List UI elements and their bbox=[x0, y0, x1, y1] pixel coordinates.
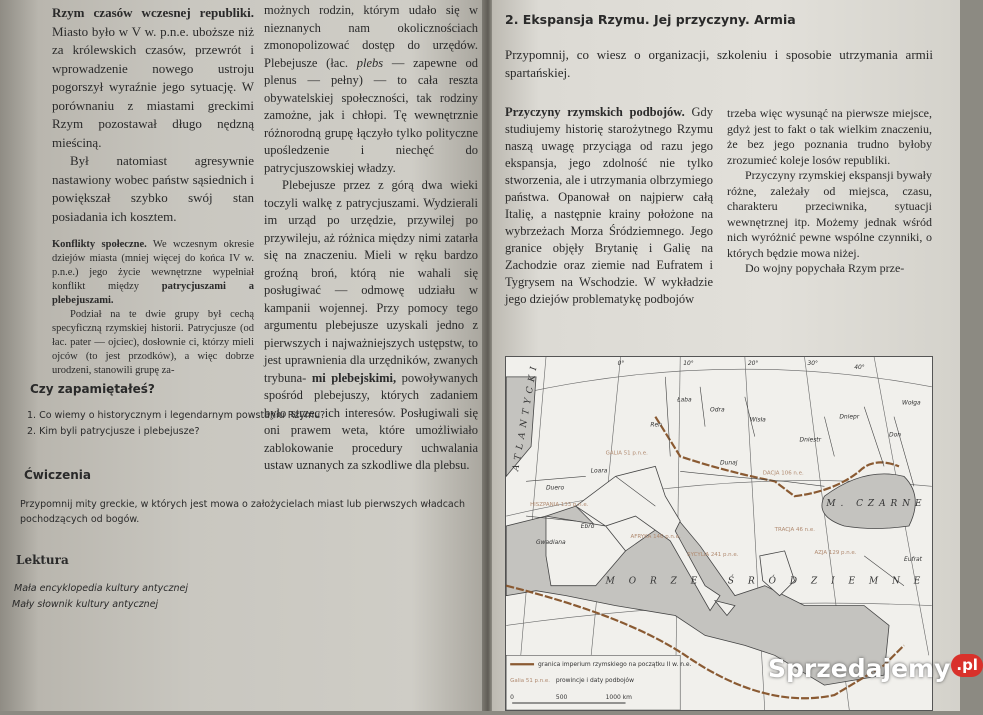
river-label: Wołga bbox=[901, 399, 921, 407]
river-label: Don bbox=[889, 431, 902, 439]
river-label: Wisła bbox=[749, 416, 766, 424]
section-heading: Rzym czasów wczesnej republiki. bbox=[52, 5, 254, 20]
paragraph: powoływanych spośród plebejuszy, których zadaniem było strzec ich interesów. Posługiwali się oni prawem weta, które umożliwiało zablokowanie procedury uchwalania ustaw uznanych za szkodliwe dla plebsu. bbox=[264, 370, 479, 472]
province-label: GALIA 51 p.n.e. bbox=[605, 450, 648, 457]
paragraph: możnych rodzin, którym udało się w nieznanych nam okolicznościach zmonopolizować dostęp do urzędów. Plebejusze (łac. bbox=[264, 3, 478, 70]
reading-item: Mała encyklopedia kultury antycznej bbox=[14, 583, 188, 594]
review-question-2: 2. Kim byli patrycjusze i plebejusze? bbox=[27, 426, 200, 437]
chapter-title: 2. Ekspansja Rzymu. Jej przyczyny. Armia bbox=[505, 12, 796, 27]
river-label: Dniepr bbox=[839, 413, 860, 421]
paragraph: — zapewne od plenus — pełny) — to cała reszta obywatelskiej społeczności, tak rodziny zamożne, jak i chłopi. Tę wewnętrznie różnorodną grupę łączyło tylko polityczne upośledzenie i niechęć do patrycjuszowskiej władzy. bbox=[264, 55, 479, 175]
paragraph: Do wojny popychała Rzym prze- bbox=[745, 261, 905, 275]
river-label: Odra bbox=[710, 406, 725, 414]
scale-label: 1000 km bbox=[605, 694, 632, 702]
meridian-label: 0° bbox=[617, 359, 625, 367]
province-label: HISZPANIA 133 p.n.e. bbox=[530, 502, 589, 509]
river-label: Ren bbox=[650, 421, 662, 429]
province-label: AFRYKA 146 p.n.e. bbox=[630, 533, 681, 540]
meridian-label: 20° bbox=[747, 359, 759, 367]
province-label: TRACJA 46 n.e. bbox=[774, 527, 815, 534]
map-legend bbox=[506, 655, 691, 710]
watermark-text: Sprzedajemy bbox=[768, 654, 951, 683]
scale-label: 500 bbox=[555, 694, 568, 702]
river-label: Eufrat bbox=[903, 555, 923, 563]
review-question-1: 1. Co wiemy o historycznym i legendarnym powstaniu Rzymu? bbox=[27, 410, 326, 421]
paragraph: Podział na te dwie grupy był cechą specyficzną rzymskiej historii. Patrycjusze (od łac. pater — ojciec), dosłownie ci, którzy mieli ojców (to jest przodków), a więc dobrze urodzeni, stanowili grupę za- bbox=[52, 309, 254, 376]
river-label: Duero bbox=[545, 484, 565, 492]
italic-term: plebs bbox=[356, 55, 384, 70]
province-label: DACJA 106 n.e. bbox=[762, 470, 804, 477]
left-column-2 bbox=[264, 2, 478, 475]
paragraph: Był natomiast agresywnie nastawiony wobec państw sąsiednich i powiększał szybko swój stan posiadania ich kosztem. bbox=[52, 153, 254, 224]
paragraph: Przyczyny rzymskiej ekspansji bywały różne, zależały od miejsca, czasu, charakteru przeciwnika, sytuacji wewnętrznej itp. Możemy jednak wśród nich wyróżnić pewne wspólne czynniki, o których będzie mowa niżej. bbox=[727, 168, 932, 260]
meridian-label: 10° bbox=[683, 359, 694, 367]
intro-text: Przypomnij, co wiesz o organizacji, szkoleniu i sposobie utrzymania armii spartańskiej. bbox=[505, 47, 933, 80]
meridian-label: 30° bbox=[807, 359, 819, 367]
river-label: Gwadiana bbox=[536, 538, 566, 546]
watermark-tld: .pl bbox=[951, 654, 983, 677]
sea-label: MORZE ŚRÓDZIEMNE bbox=[605, 576, 935, 587]
province-label: SYCYLIA 241 p.n.e. bbox=[687, 551, 739, 558]
sea-label: M. CZARNE bbox=[826, 499, 927, 510]
province-label: AZJA 129 p.n.e. bbox=[814, 549, 857, 556]
legend-border-label: granica imperium rzymskiego na początku II w. n.e. bbox=[538, 661, 692, 669]
river-label: Ebro bbox=[580, 523, 595, 531]
right-column-1 bbox=[505, 104, 713, 308]
paragraph: Plebejusze przez z górą dwa wieki toczyli walkę z patrycjuszami. Wydzierali im urząd po urzędzie, przywilej po przywileju, aż różnica między nimi zatarła się na znaczeniu. Mieli w ręku bardzo groźną broń, którą nie wahali się posługiwać — odmowę udziału w kampanii wojennej. Przy pomocy tego argumentu plebejusze uzyskali jedno z pierwszych i najważniejszych ustępstw, to jest uprawnienia dla urzędników, zwanych trybuna- bbox=[264, 178, 478, 385]
paragraph: We wczesnym okresie dziejów miasta (mniej więcej do końca IV w. p.n.e.) jego życie wewnętrzne wypełniał konflikt między bbox=[52, 239, 254, 292]
paragraph: trzeba więc wysunąć na pierwsze miejsce, gdyż jest to fakt o tak wielkim znaczeniu, że bez jego poznania trudno byłoby zrozumieć koleje losów republiki. bbox=[727, 106, 932, 167]
river-label: Dniestr bbox=[799, 436, 822, 444]
reading-heading: Lektura bbox=[16, 553, 69, 567]
bold-term: mi plebejskimi, bbox=[311, 370, 397, 385]
legend-province-sample: Galia 51 p.n.e. bbox=[510, 678, 551, 685]
river-label: Dunaj bbox=[719, 459, 738, 467]
river-label: Łaba bbox=[677, 396, 692, 404]
review-heading: Czy zapamiętałeś? bbox=[30, 382, 155, 396]
legend-provinces-label: prowincje i daty podbojów bbox=[555, 677, 634, 685]
sea-label: ATLANTYCKI bbox=[511, 361, 541, 472]
right-column-2 bbox=[727, 106, 932, 277]
river-label: Loara bbox=[590, 467, 608, 475]
section-heading: Przyczyny rzymskich podbojów. bbox=[505, 105, 685, 119]
exercise-text: Przypomnij mity greckie, w których jest mowa o założycielach miast lub pierwszych władcach pochodzących od bogów. bbox=[20, 499, 465, 525]
reading-item: Mały słownik kultury antycznej bbox=[12, 599, 159, 610]
meridian-label: 40° bbox=[854, 363, 865, 371]
exercises-heading: Ćwiczenia bbox=[24, 468, 91, 482]
bold-term: patrycjuszami a plebejuszami. bbox=[52, 281, 254, 306]
paragraph: Gdy studiujemy historię starożytnego Rzymu naszą uwagę przyciąga od razu jego ekspansja, jego zdolność nie tylko stworzenia, ale i utrzymania olbrzymiego państwa. Opanował on najpierw całą Italię, a następnie krainy położone na wybrzeżach Morza Śródziemnego. Jego granice objęły Brytanię i Galię na Zachodzie oraz ziemie nad Eufratem i Tygrysem na Wschodzie. W wykładzie jego dziejów problematykę podbojów bbox=[505, 105, 713, 306]
left-column-1 bbox=[52, 4, 254, 378]
watermark-logo bbox=[768, 654, 983, 683]
section-heading: Konflikty społeczne. bbox=[52, 239, 147, 250]
scale-label: 0 bbox=[510, 694, 514, 702]
left-page bbox=[0, 0, 484, 711]
paragraph: Miasto było w V w. p.n.e. uboższe niż za królewskich czasów, przewrót i wprowadzenie nowego ustroju pogorszył wyraźnie jego sytuację. W porównaniu z miastami greckimi Rzym pozostawał długo nędzną mieściną. bbox=[52, 23, 254, 150]
